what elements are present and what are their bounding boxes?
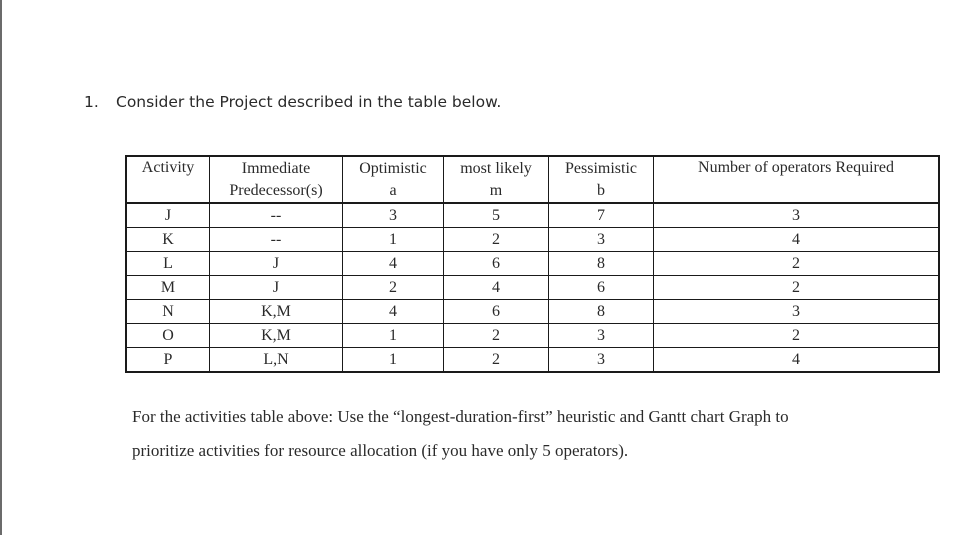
cell-operators: 4	[654, 228, 940, 252]
header-optimistic-line1: Optimistic	[359, 160, 427, 177]
instruction-paragraph	[132, 400, 912, 468]
cell-most-likely: 6	[444, 252, 549, 276]
cell-predecessors: --	[210, 203, 343, 228]
header-predecessors-line2: Predecessor(s)	[229, 182, 323, 199]
cell-activity: M	[126, 276, 210, 300]
cell-activity: K	[126, 228, 210, 252]
table-row	[126, 276, 939, 300]
table-header-row	[126, 156, 939, 203]
cell-activity: J	[126, 203, 210, 228]
cell-predecessors: --	[210, 228, 343, 252]
cell-most-likely: 2	[444, 348, 549, 373]
cell-activity: N	[126, 300, 210, 324]
header-most-likely-line2: m	[489, 182, 503, 199]
table-row	[126, 203, 939, 228]
header-operators: Number of operators Required	[654, 156, 940, 203]
cell-optimistic: 1	[343, 324, 444, 348]
header-predecessors	[210, 156, 343, 203]
cell-predecessors: K,M	[210, 324, 343, 348]
header-activity: Activity	[126, 156, 210, 203]
header-most-likely	[444, 156, 549, 203]
cell-most-likely: 2	[444, 324, 549, 348]
cell-most-likely: 2	[444, 228, 549, 252]
header-optimistic-line2: a	[389, 182, 397, 199]
cell-optimistic: 1	[343, 228, 444, 252]
header-pessimistic-line2: b	[597, 182, 605, 199]
table-row	[126, 228, 939, 252]
cell-optimistic: 2	[343, 276, 444, 300]
cell-optimistic: 1	[343, 348, 444, 373]
cell-operators: 2	[654, 252, 940, 276]
cell-most-likely: 5	[444, 203, 549, 228]
cell-pessimistic: 8	[549, 252, 654, 276]
cell-operators: 2	[654, 276, 940, 300]
cell-pessimistic: 3	[549, 324, 654, 348]
header-predecessors-line1: Immediate	[241, 160, 311, 177]
cell-predecessors: J	[210, 252, 343, 276]
question-text: Consider the Project described in the table below.	[116, 93, 502, 111]
header-pessimistic	[549, 156, 654, 203]
question-number: 1.	[84, 93, 99, 111]
table-row	[126, 300, 939, 324]
cell-operators: 4	[654, 348, 940, 373]
table-row	[126, 348, 939, 373]
table-row	[126, 324, 939, 348]
cell-activity: L	[126, 252, 210, 276]
cell-operators: 3	[654, 203, 940, 228]
cell-pessimistic: 7	[549, 203, 654, 228]
cell-operators: 2	[654, 324, 940, 348]
cell-optimistic: 4	[343, 252, 444, 276]
cell-pessimistic: 3	[549, 348, 654, 373]
question-heading	[84, 93, 501, 111]
cell-activity: O	[126, 324, 210, 348]
cell-predecessors: K,M	[210, 300, 343, 324]
instruction-line-2: prioritize activities for resource allocation (if you have only 5 operators).	[132, 441, 629, 460]
cell-pessimistic: 6	[549, 276, 654, 300]
cell-predecessors: L,N	[210, 348, 343, 373]
header-pessimistic-line1: Pessimistic	[564, 160, 637, 177]
cell-predecessors: J	[210, 276, 343, 300]
header-optimistic	[343, 156, 444, 203]
table-row	[126, 252, 939, 276]
page-left-border	[0, 0, 2, 535]
cell-operators: 3	[654, 300, 940, 324]
header-most-likely-line1: most likely	[460, 160, 532, 177]
cell-activity: P	[126, 348, 210, 373]
project-activity-table	[125, 155, 940, 373]
cell-pessimistic: 8	[549, 300, 654, 324]
cell-optimistic: 3	[343, 203, 444, 228]
cell-optimistic: 4	[343, 300, 444, 324]
instruction-line-1: For the activities table above: Use the “longest-duration-first” heuristic and Gantt chart Graph to	[132, 407, 789, 426]
cell-most-likely: 4	[444, 276, 549, 300]
cell-pessimistic: 3	[549, 228, 654, 252]
cell-most-likely: 6	[444, 300, 549, 324]
